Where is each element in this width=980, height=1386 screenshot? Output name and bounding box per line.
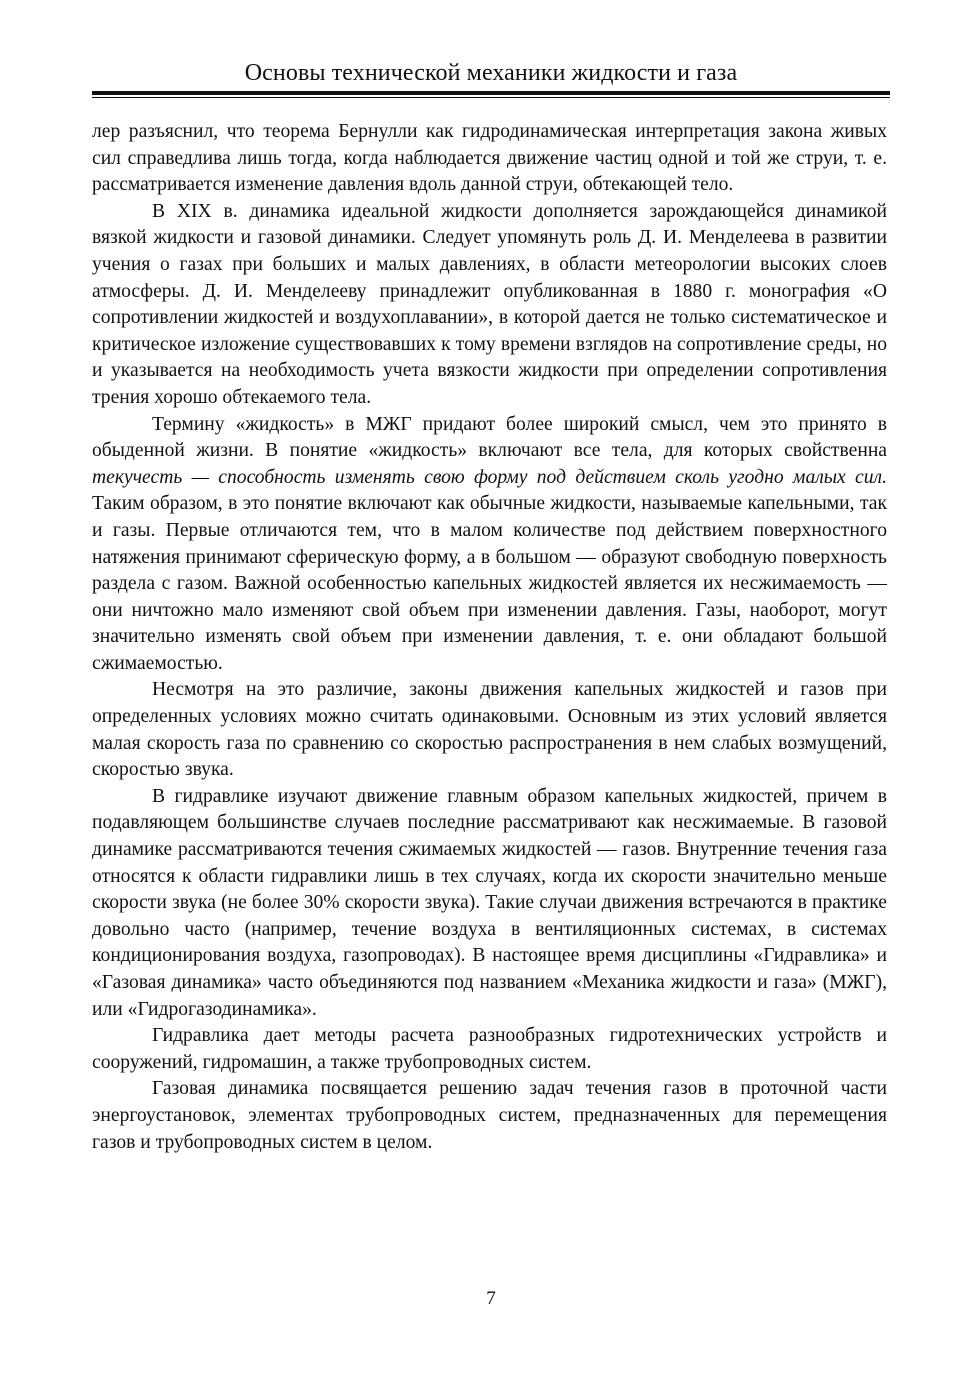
page-number: 7 xyxy=(486,1288,496,1309)
paragraph-fluid-definition xyxy=(92,412,887,678)
fluid-definition-rest: Таким образом, в это понятие включают как обычные жидкости, называемые капельными, так и газы. Первые отличаются тем, что в малом количестве под действием поверхностного натяжения принимают сферическую форму, а в большом — образуют свободную поверхность раздела с газом. Важной особенностью капельных жидкостей является их несжимаемость — они ничтожно мало изменяют свой объем при изменении давления. Газы, наоборот, могут значительно изменять свой объем при изменении давления, т. е. они обладают большой сжимаемостью. xyxy=(92,493,887,674)
paragraph-gas-dynamics: Газовая динамика посвящается решению задач течения газов в проточной части энергоустановок, элементах трубопроводных систем, предназначенных для перемещения газов и трубопроводных систем в целом. xyxy=(92,1078,887,1153)
paragraph-hydraulics-scope: В гидравлике изучают движение главным образом капельных жидкостей, причем в подавляющем большинстве случаев последние рассматривают как несжимаемые. В газовой динамике рассматриваются течения сжимаемых жидкостей — газов. Внутренние течения газа относятся к области гидравлики лишь в тех случаях, когда их скорости значительно меньше скорости звука (не более 30% скорости звука). Такие случаи движения встречаются в практике довольно часто (например, течение воздуха в вентиляционных системах, в системах кондиционирования воздуха, газопроводах). В настоящее время дисциплины «Гидравлика» и «Газовая динамика» часто объединяются под названием «Механика жидкости и газа» (МЖГ), или «Гидрогазодинамика». xyxy=(92,785,887,1020)
header-rule-thick xyxy=(92,91,890,95)
paragraph-history-xix: В XIX в. динамика идеальной жидкости дополняется зарождающейся динамикой вязкой жидкости и газовой динамики. Следует упомянуть роль Д. И. Менделеева в развитии учения о газах при больших и малых давлениях, в области метеорологии высоких слоев атмосферы. Д. И. Менделееву принадлежит опубликованная в 1880 г. монография «О сопротивлении жидкостей и воздухоплавании», в которой дается не только систематическое и критическое изложение существовавших к тому времени взглядов на сопротивление среды, но и указывается на необходимость учета вязкости жидкости при определении сопротивления трения хорошо обтекаемого тела. xyxy=(92,200,887,408)
paragraph-continuation: лер разъяснил, что теорема Бернулли как гидродинамическая интерпретация закона живых сил справедлива лишь тогда, когда наблюдается движение частиц одной и той же струи, т. е. рассматривается изменение давления вдоль данной струи, обтекающей тело. xyxy=(92,121,887,196)
paragraph-hydraulics-methods: Гидравлика дает методы расчета разнообразных гидротехнических устройств и сооружений, гидромашин, а также трубопроводных систем. xyxy=(92,1025,887,1073)
fluid-definition-lead: Термину «жидкость» в МЖГ придают более широкий смысл, чем это принято в обыденной жизни. В понятие «жидкость» включают все тела, для которых свойственна xyxy=(92,413,887,462)
paragraph-similarity-conditions: Несмотря на это различие, законы движения капельных жидкостей и газов при определенных условиях можно считать одинаковыми. Основным из этих условий является малая скорость газа по сравнению со скоростью распространения в нем слабых возмущений, скоростью звука. xyxy=(92,679,887,781)
header-rule-thin xyxy=(92,97,890,98)
fluidity-definition-italic: текучесть — способность изменять свою форму под действием сколь угодно малых сил. xyxy=(92,466,887,488)
body-text xyxy=(92,119,887,1156)
running-header: Основы технической механики жидкости и газа xyxy=(244,60,738,86)
